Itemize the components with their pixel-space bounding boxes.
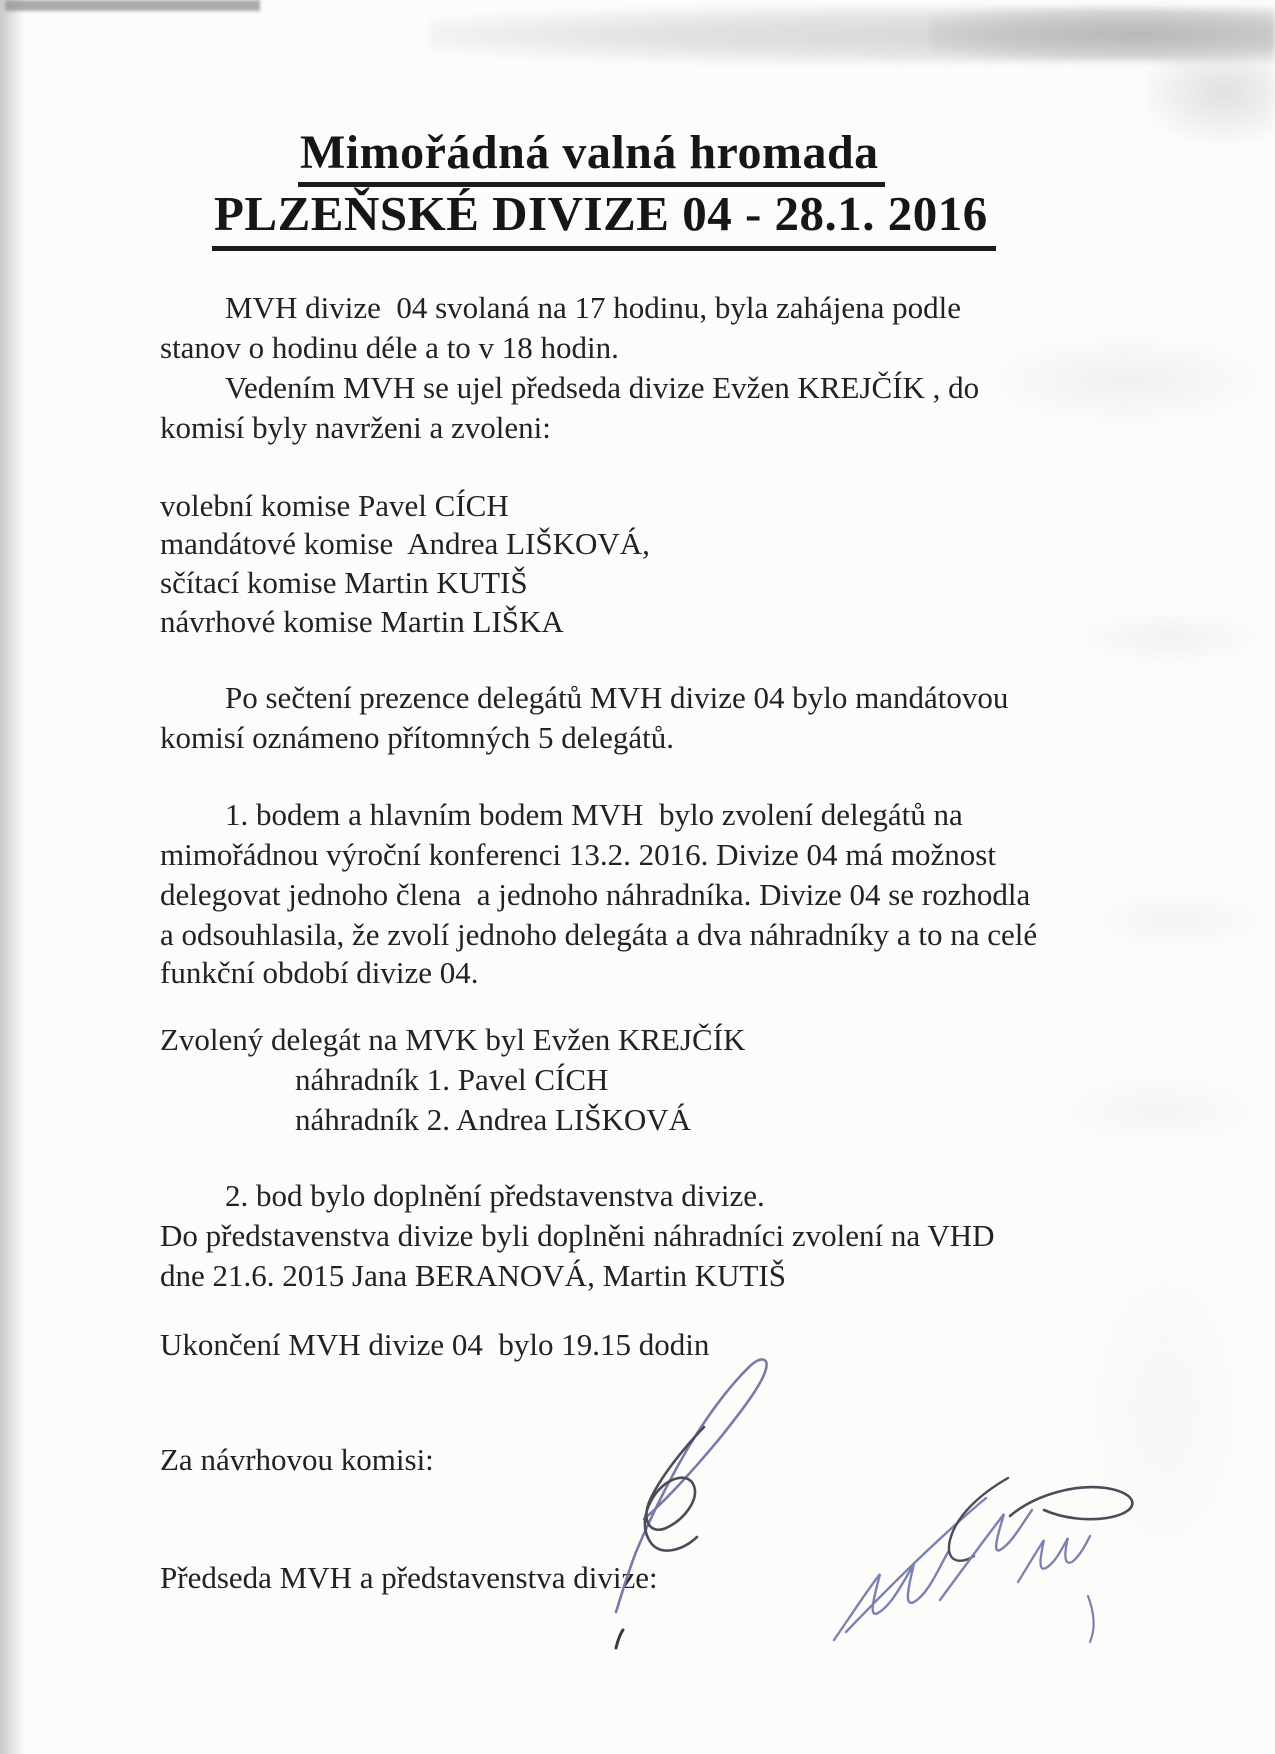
document-title-line2: PLZEŇSKÉ DIVIZE 04 - 28.1. 2016 bbox=[212, 186, 996, 251]
scan-noise bbox=[1055, 1075, 1265, 1145]
signature-label-predseda: Předseda MVH a představenstva divize: bbox=[160, 1560, 658, 1595]
delegate-substitute1: náhradník 1. Pavel CÍCH bbox=[295, 1062, 609, 1097]
committee-mandatova: mandátové komise Andrea LIŠKOVÁ, bbox=[160, 526, 650, 561]
signature-predseda bbox=[834, 1478, 1132, 1642]
intro-paragraph2-line2: komisí byly navrženi a zvoleni: bbox=[160, 410, 551, 445]
scan-noise bbox=[5, 0, 260, 11]
document-title-line1: Mimořádná valná hromada bbox=[298, 126, 885, 187]
intro-paragraph1-line1: MVH divize 04 svolaná na 17 hodinu, byla zahájena podle bbox=[225, 290, 962, 325]
committee-volebni: volební komise Pavel CÍCH bbox=[160, 488, 509, 523]
scan-noise bbox=[430, 6, 1275, 64]
intro-paragraph2-line1: Vedením MVH se ujel předseda divize Evžen KREJČÍK , do bbox=[225, 370, 980, 405]
attendance-line2: komisí oznámeno přítomných 5 delegátů. bbox=[160, 720, 674, 755]
stray-pen-mark bbox=[616, 1630, 623, 1648]
intro-paragraph1-line2: stanov o hodinu déle a to v 18 hodin. bbox=[160, 330, 619, 365]
committee-navrhova: návrhové komise Martin LIŠKA bbox=[160, 604, 564, 639]
point1-line1: 1. bodem a hlavním bodem MVH bylo zvolení delegátů na bbox=[225, 797, 963, 832]
delegate-substitute2: náhradník 2. Andrea LIŠKOVÁ bbox=[295, 1102, 692, 1137]
scan-noise bbox=[1080, 1250, 1250, 1570]
committee-scitaci: sčítací komise Martin KUTIŠ bbox=[160, 565, 528, 600]
point1-line2: mimořádnou výroční konferenci 13.2. 2016. Divize 04 má možnost bbox=[160, 837, 996, 872]
scan-noise bbox=[1090, 890, 1265, 950]
attendance-line1: Po sečtení prezence delegátů MVH divize 04 bylo mandátovou bbox=[225, 680, 1009, 715]
scan-noise bbox=[930, 8, 1275, 60]
point1-line4: a odsouhlasila, že zvolí jednoho delegáta a dva náhradníky a to na celé bbox=[160, 917, 1038, 952]
signature-label-navrhova-komise: Za návrhovou komisi: bbox=[160, 1442, 434, 1477]
delegate-elected: Zvolený delegát na MVK byl Evžen KREJČÍK bbox=[160, 1022, 746, 1057]
scan-noise bbox=[985, 335, 1270, 425]
scan-noise bbox=[1075, 610, 1265, 665]
scanner-edge-shadow bbox=[0, 0, 24, 1754]
point2-line3: dne 21.6. 2015 Jana BERANOVÁ, Martin KUTIŠ bbox=[160, 1258, 786, 1293]
point1-line3: delegovat jednoho člena a jednoho náhradníka. Divize 04 se rozhodla bbox=[160, 877, 1031, 912]
scan-noise bbox=[1145, 58, 1275, 143]
point2-line1: 2. bod bylo doplnění představenstva divize. bbox=[225, 1178, 765, 1213]
point1-line5: funkční období divize 04. bbox=[160, 955, 479, 990]
point2-line2: Do představenstva divize byli doplněni náhradníci zvolení na VHD bbox=[160, 1218, 995, 1253]
closing-statement: Ukončení MVH divize 04 bylo 19.15 dodin bbox=[160, 1327, 710, 1362]
